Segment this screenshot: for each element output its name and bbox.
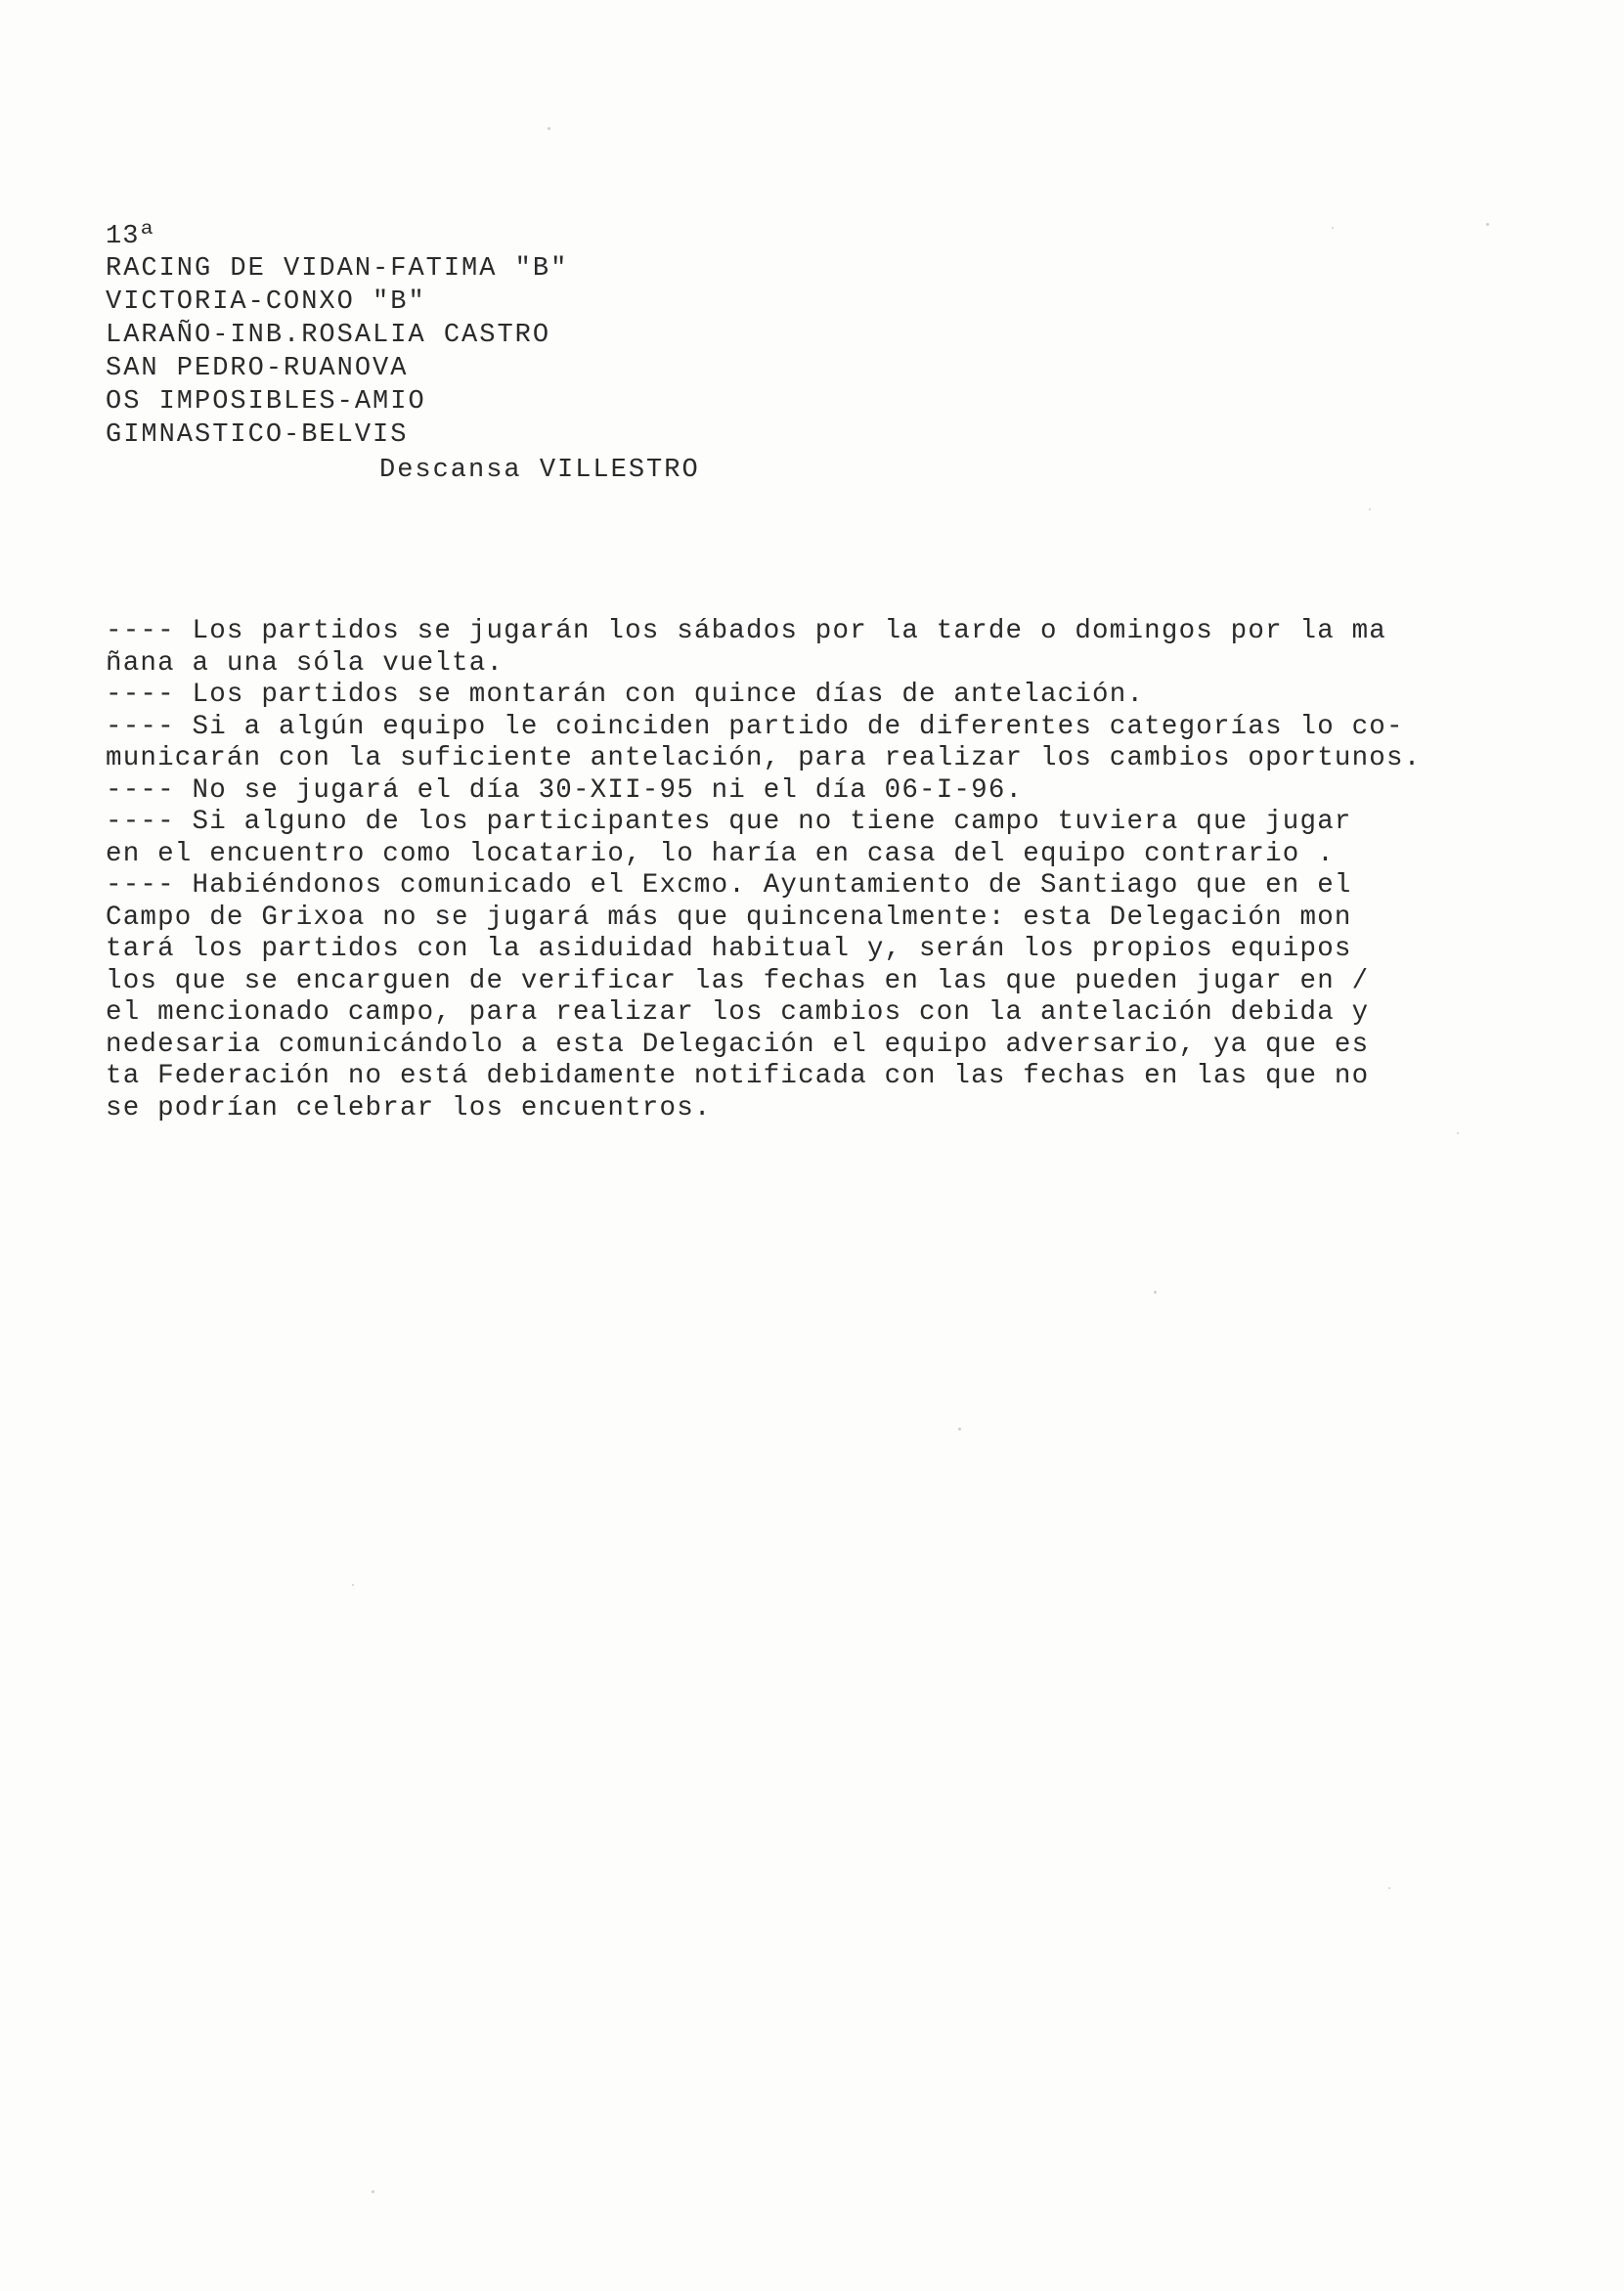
fixture-item: GIMNASTICO-BELVIS [106, 420, 409, 450]
fixture-item: SAN PEDRO-RUANOVA [106, 354, 409, 383]
resting-team: Descansa VILLESTRO [379, 456, 700, 485]
note-line: tará los partidos con la asiduidad habitual y, serán los propios equipos [106, 934, 1352, 964]
note-line: ---- Habiéndonos comunicado el Excmo. Ayuntamiento de Santiago que en el [106, 870, 1352, 901]
paper-speck [1369, 508, 1371, 510]
note-line: ñana a una sóla vuelta. [106, 647, 505, 679]
note-line: en el encuentro como locatario, lo haría en casa del equipo contrario . [106, 838, 1335, 869]
round-number: 13ª [106, 222, 156, 251]
note-line: ---- Si a algún equipo le coinciden partido de diferentes categorías lo co- [106, 711, 1404, 742]
fixture-item: OS IMPOSIBLES-AMIO [106, 387, 426, 417]
note-line: los que se encarguen de verificar las fechas en las que pueden jugar en / [106, 965, 1370, 996]
rules-notes [106, 616, 1592, 1124]
note-line: se podrían celebrar los encuentros. [106, 1092, 712, 1123]
paper-speck [1457, 1132, 1459, 1134]
paper-speck [352, 1584, 354, 1586]
paper-speck [958, 1428, 961, 1431]
paper-speck [1332, 227, 1334, 229]
fixture-item: VICTORIA-CONXO "B" [106, 287, 426, 317]
note-line: ---- No se jugará el día 30-XII-95 ni el día 06-I-96. [106, 774, 1024, 806]
paper-speck [1154, 1291, 1157, 1294]
note-line: ---- Los partidos se jugarán los sábados por la tarde o domingos por la ma [106, 616, 1386, 646]
paper-speck [1388, 1887, 1390, 1889]
fixture-item: RACING DE VIDAN-FATIMA "B" [106, 254, 569, 284]
note-line: ---- Si alguno de los participantes que no tiene campo tuviera que jugar [106, 807, 1352, 837]
paper-speck [548, 127, 550, 130]
note-line: nedesaria comunicándolo a esta Delegación el equipo adversario, ya que es [106, 1029, 1370, 1060]
note-line: Campo de Grixoa no se jugará más que quincenalmente: esta Delegación mon [106, 902, 1352, 933]
note-line: el mencionado campo, para realizar los cambios con la antelación debida y [106, 997, 1370, 1028]
paper-speck [1486, 223, 1489, 226]
fixture-item: LARAÑO-INB.ROSALIA CASTRO [106, 321, 551, 350]
fixture-list [106, 252, 568, 452]
paper-speck [372, 2190, 374, 2193]
note-line: ta Federación no está debidamente notificada con las fechas en las que no [106, 1061, 1370, 1091]
note-line: ---- Los partidos se montarán con quince días de antelación. [106, 680, 1145, 710]
note-line: municarán con la suficiente antelación, para realizar los cambios oportunos. [106, 743, 1422, 773]
